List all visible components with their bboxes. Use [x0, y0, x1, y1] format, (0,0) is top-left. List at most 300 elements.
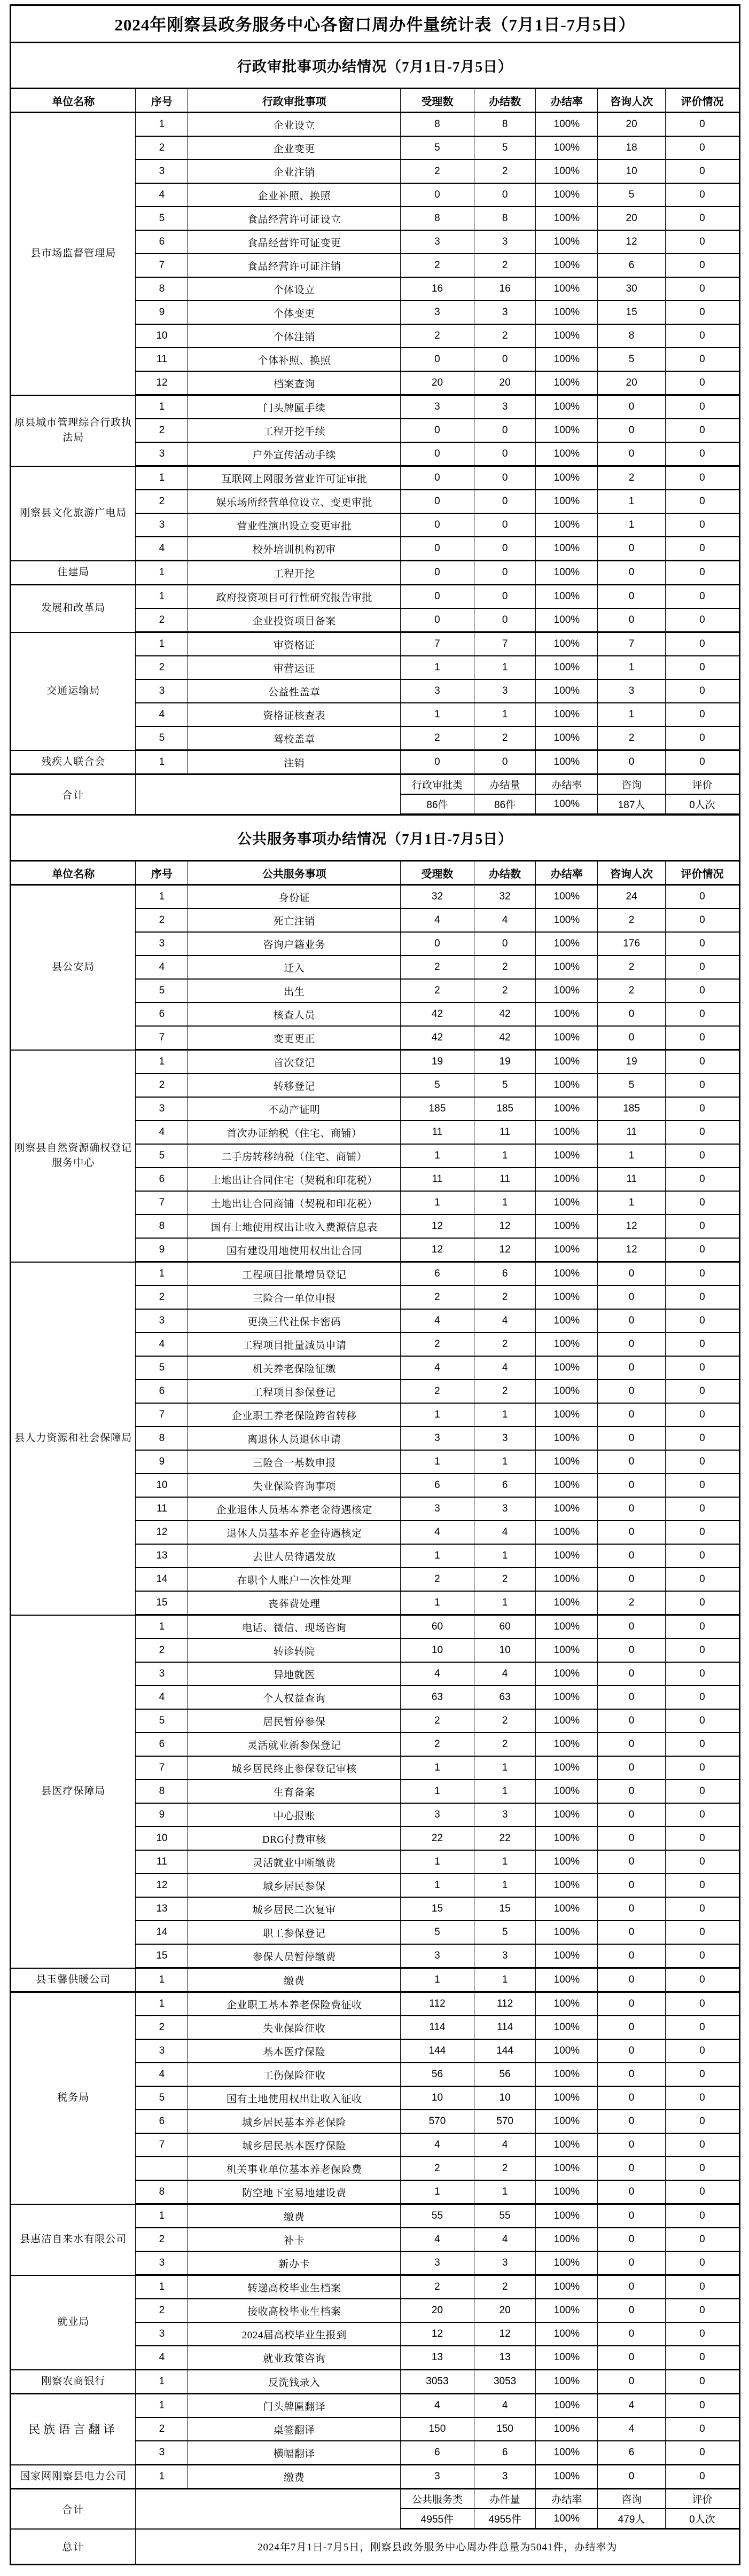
- value-cell: 100%: [536, 2039, 598, 2063]
- value-cell: 0: [474, 750, 536, 774]
- value-cell: 0: [401, 183, 474, 207]
- value-cell: 0: [665, 2417, 739, 2441]
- seq-cell: 1: [136, 585, 188, 609]
- item-cell: 死亡注销: [188, 909, 401, 932]
- total-value-cell: 0人次: [665, 794, 739, 815]
- value-cell: 100%: [536, 909, 598, 932]
- seq-cell: 6: [136, 1380, 188, 1403]
- value-cell: 55: [401, 2204, 474, 2228]
- value-cell: 42: [401, 1003, 474, 1026]
- value-cell: 0: [598, 2110, 666, 2133]
- seq-cell: 2: [136, 419, 188, 442]
- value-cell: 1: [401, 1874, 474, 1897]
- unit-cell: 住建局: [11, 561, 136, 585]
- value-cell: 3: [474, 301, 536, 324]
- value-cell: 2: [598, 979, 666, 1003]
- value-cell: 20: [401, 2299, 474, 2322]
- column-header: 行政审批事项: [188, 89, 401, 113]
- value-cell: 1: [598, 1191, 666, 1215]
- value-cell: 0: [474, 419, 536, 442]
- value-cell: 0: [665, 2228, 739, 2251]
- value-cell: 11: [401, 1168, 474, 1191]
- value-cell: 0: [598, 1921, 666, 1944]
- value-cell: 2: [401, 2275, 474, 2299]
- value-cell: 1: [401, 1544, 474, 1568]
- grand-total-label: 总计: [11, 2529, 136, 2564]
- value-cell: 0: [665, 979, 739, 1003]
- total-header-row: [11, 774, 739, 795]
- table-row: [11, 1968, 739, 1992]
- value-cell: 20: [598, 113, 666, 137]
- total-header-cell: 办结率: [536, 2489, 598, 2509]
- seq-cell: 9: [136, 301, 188, 324]
- value-cell: 2: [401, 1568, 474, 1591]
- value-cell: 8: [474, 113, 536, 137]
- value-cell: 13: [474, 2346, 536, 2370]
- value-cell: 0: [598, 1026, 666, 1050]
- value-cell: 7: [598, 632, 666, 656]
- value-cell: 0: [665, 2441, 739, 2465]
- item-cell: 更换三代社保卡密码: [188, 1309, 401, 1333]
- value-cell: 100%: [536, 1639, 598, 1662]
- value-cell: 0: [665, 2016, 739, 2039]
- value-cell: 2: [401, 979, 474, 1003]
- value-cell: 7: [474, 632, 536, 656]
- total-value-cell: 4955件: [401, 2509, 474, 2529]
- seq-cell: 2: [136, 1286, 188, 1309]
- seq-cell: 2: [136, 656, 188, 679]
- item-cell: 企业变更: [188, 136, 401, 160]
- value-cell: 6: [598, 2441, 666, 2465]
- value-cell: 2: [474, 2157, 536, 2180]
- value-cell: 3: [401, 1944, 474, 1968]
- value-cell: 20: [598, 207, 666, 230]
- value-cell: 20: [474, 2299, 536, 2322]
- seq-cell: 2: [136, 490, 188, 513]
- value-cell: 0: [665, 1709, 739, 1733]
- value-cell: 3: [474, 679, 536, 703]
- value-cell: 100%: [536, 1944, 598, 1968]
- unit-cell: 县公安局: [11, 885, 136, 1050]
- value-cell: 0: [598, 1450, 666, 1474]
- public-service-table: [11, 862, 739, 2564]
- seq-cell: 8: [136, 2180, 188, 2204]
- seq-cell: 12: [136, 1874, 188, 1897]
- seq-cell: 7: [136, 1026, 188, 1050]
- value-cell: 100%: [536, 1474, 598, 1497]
- value-cell: 100%: [536, 1003, 598, 1026]
- value-cell: 10: [474, 1639, 536, 1662]
- value-cell: 0: [665, 1191, 739, 1215]
- value-cell: 2: [598, 909, 666, 932]
- unit-cell: 交通运输局: [11, 632, 136, 750]
- column-header: 咨询人次: [598, 89, 666, 113]
- column-header: 单位名称: [11, 89, 136, 113]
- value-cell: 5: [598, 183, 666, 207]
- value-cell: 1: [401, 1403, 474, 1427]
- value-cell: 4: [474, 2228, 536, 2251]
- value-cell: 20: [474, 371, 536, 395]
- unit-cell: 原县城市管理综合行政执法局: [11, 395, 136, 466]
- value-cell: 0: [665, 2322, 739, 2346]
- table-row: [11, 2394, 739, 2418]
- column-header: 咨询人次: [598, 862, 666, 885]
- item-cell: 退休人员基本养老金待遇核定: [188, 1521, 401, 1544]
- value-cell: 100%: [536, 1756, 598, 1780]
- item-cell: 基本医疗保险: [188, 2039, 401, 2063]
- value-cell: 0: [665, 1897, 739, 1921]
- value-cell: 2: [474, 1286, 536, 1309]
- total-header-cell: 评价: [665, 774, 739, 795]
- item-cell: 身份证: [188, 885, 401, 909]
- value-cell: 0: [401, 608, 474, 632]
- unit-cell: 刚察县自然资源确权登记服务中心: [11, 1050, 136, 1262]
- seq-cell: 3: [136, 442, 188, 466]
- value-cell: 1: [474, 1403, 536, 1427]
- value-cell: 2: [401, 324, 474, 348]
- value-cell: 8: [474, 207, 536, 230]
- seq-cell: 2: [136, 909, 188, 932]
- value-cell: 0: [598, 2063, 666, 2086]
- seq-cell: 7: [136, 1191, 188, 1215]
- seq-cell: 9: [136, 1803, 188, 1827]
- value-cell: 12: [401, 1238, 474, 1262]
- seq-cell: 14: [136, 1921, 188, 1944]
- item-cell: 城乡居民基本养老保险: [188, 2110, 401, 2133]
- value-cell: 11: [401, 1121, 474, 1144]
- value-cell: 100%: [536, 703, 598, 726]
- value-cell: 144: [474, 2039, 536, 2063]
- value-cell: 0: [665, 1874, 739, 1897]
- value-cell: 0: [665, 2157, 739, 2180]
- total-label-cell: 合计: [11, 2489, 136, 2529]
- seq-cell: 2: [136, 2016, 188, 2039]
- value-cell: 0: [665, 956, 739, 979]
- item-cell: 核查人员: [188, 1003, 401, 1026]
- value-cell: 1: [474, 1191, 536, 1215]
- item-cell: 丧葬费处理: [188, 1591, 401, 1615]
- item-cell: 在职个人账户一次性处理: [188, 1568, 401, 1591]
- value-cell: 2: [401, 956, 474, 979]
- seq-cell: 2: [136, 2417, 188, 2441]
- item-cell: 转诊转院: [188, 1639, 401, 1662]
- value-cell: 55: [474, 2204, 536, 2228]
- value-cell: 100%: [536, 1591, 598, 1615]
- value-cell: 0: [474, 348, 536, 371]
- value-cell: 100%: [536, 348, 598, 371]
- value-cell: 0: [665, 750, 739, 774]
- value-cell: 0: [598, 537, 666, 561]
- seq-cell: 4: [136, 1121, 188, 1144]
- total-header-cell: 办结率: [536, 774, 598, 795]
- value-cell: 0: [598, 1333, 666, 1356]
- value-cell: 100%: [536, 885, 598, 909]
- value-cell: 100%: [536, 301, 598, 324]
- value-cell: 0: [474, 585, 536, 609]
- value-cell: 0: [598, 1639, 666, 1662]
- item-cell: 企业职工基本养老保险费征收: [188, 1992, 401, 2016]
- value-cell: 100%: [536, 679, 598, 703]
- value-cell: 100%: [536, 1615, 598, 1639]
- value-cell: 0: [598, 1827, 666, 1850]
- value-cell: 100%: [536, 324, 598, 348]
- seq-cell: 3: [136, 2322, 188, 2346]
- value-cell: 0: [665, 2465, 739, 2489]
- value-cell: 22: [474, 1827, 536, 1850]
- item-cell: 电话、微信、现场咨询: [188, 1615, 401, 1639]
- seq-cell: 2: [136, 608, 188, 632]
- value-cell: 16: [474, 277, 536, 301]
- seq-cell: 1: [136, 561, 188, 585]
- value-cell: 0: [665, 1827, 739, 1850]
- value-cell: 100%: [536, 956, 598, 979]
- value-cell: 185: [474, 1097, 536, 1121]
- value-cell: 0: [598, 561, 666, 585]
- item-cell: 2024届高校毕业生报到: [188, 2322, 401, 2346]
- value-cell: 2: [474, 1380, 536, 1403]
- value-cell: 0: [665, 513, 739, 537]
- value-cell: 0: [401, 490, 474, 513]
- value-cell: 100%: [536, 1803, 598, 1827]
- value-cell: 2: [401, 254, 474, 277]
- value-cell: 8: [401, 207, 474, 230]
- seq-cell: 11: [136, 1497, 188, 1521]
- value-cell: 0: [665, 1686, 739, 1709]
- table-row: [11, 561, 739, 585]
- seq-cell: 4: [136, 703, 188, 726]
- value-cell: 0: [665, 1121, 739, 1144]
- seq-cell: 8: [136, 277, 188, 301]
- value-cell: 4: [474, 2394, 536, 2418]
- value-cell: 12: [598, 1238, 666, 1262]
- total-value-cell: 479人: [598, 2509, 666, 2529]
- column-header: 评价情况: [665, 862, 739, 885]
- value-cell: 0: [665, 1003, 739, 1026]
- value-cell: 0: [665, 1992, 739, 2016]
- value-cell: 5: [598, 348, 666, 371]
- value-cell: 0: [665, 2299, 739, 2322]
- value-cell: 100%: [536, 2299, 598, 2322]
- value-cell: 1: [401, 1591, 474, 1615]
- column-header: 受理数: [401, 89, 474, 113]
- value-cell: 0: [598, 442, 666, 466]
- value-cell: 3: [401, 1803, 474, 1827]
- value-cell: 0: [598, 2180, 666, 2204]
- total-header-cell: 咨询: [598, 2489, 666, 2509]
- value-cell: 0: [665, 2370, 739, 2394]
- value-cell: 100%: [536, 1121, 598, 1144]
- item-cell: 生育备案: [188, 1780, 401, 1803]
- value-cell: 0: [665, 1097, 739, 1121]
- value-cell: 0: [665, 490, 739, 513]
- value-cell: 12: [598, 230, 666, 254]
- value-cell: 0: [665, 1050, 739, 1074]
- value-cell: 6: [598, 254, 666, 277]
- value-cell: 5: [401, 1074, 474, 1097]
- value-cell: 1: [598, 656, 666, 679]
- unit-cell: 国家网刚察县电力公司: [11, 2465, 136, 2489]
- item-cell: 门头牌匾手续: [188, 395, 401, 419]
- seq-cell: 10: [136, 1474, 188, 1497]
- value-cell: 19: [474, 1050, 536, 1074]
- seq-cell: 1: [136, 395, 188, 419]
- value-cell: 100%: [536, 1686, 598, 1709]
- item-cell: 二手房转移纳税（住宅、商铺）: [188, 1144, 401, 1168]
- value-cell: 4: [474, 1356, 536, 1380]
- value-cell: 0: [598, 1356, 666, 1380]
- value-cell: 0: [665, 1026, 739, 1050]
- value-cell: 100%: [536, 2110, 598, 2133]
- seq-cell: 3: [136, 1309, 188, 1333]
- item-cell: 工程开挖手续: [188, 419, 401, 442]
- item-cell: 三险合一基数申报: [188, 1450, 401, 1474]
- value-cell: 0: [665, 2180, 739, 2204]
- item-cell: 机关事业单位基本养老保险费: [188, 2157, 401, 2180]
- value-cell: 100%: [536, 466, 598, 490]
- value-cell: 0: [665, 2275, 739, 2299]
- value-cell: 0: [665, 160, 739, 183]
- seq-cell: 3: [136, 679, 188, 703]
- value-cell: 0: [598, 1662, 666, 1686]
- value-cell: 0: [665, 277, 739, 301]
- value-cell: 2: [474, 2275, 536, 2299]
- value-cell: 0: [598, 1521, 666, 1544]
- value-cell: 100%: [536, 442, 598, 466]
- value-cell: 5: [474, 136, 536, 160]
- value-cell: 0: [598, 2039, 666, 2063]
- value-cell: 1: [401, 1850, 474, 1874]
- value-cell: 114: [401, 2016, 474, 2039]
- value-cell: 4: [401, 2133, 474, 2157]
- value-cell: 1: [474, 1780, 536, 1803]
- value-cell: 13: [401, 2346, 474, 2370]
- value-cell: 0: [401, 561, 474, 585]
- total-value-cell: 4955件: [474, 2509, 536, 2529]
- seq-cell: 1: [136, 1615, 188, 1639]
- item-cell: 迁入: [188, 956, 401, 979]
- seq-cell: 1: [136, 1968, 188, 1992]
- value-cell: 0: [665, 183, 739, 207]
- total-header-cell: 办件量: [474, 2489, 536, 2509]
- value-cell: 10: [474, 2086, 536, 2110]
- value-cell: 0: [665, 632, 739, 656]
- item-cell: 工程项目批量增员登记: [188, 1262, 401, 1286]
- value-cell: 1: [474, 2180, 536, 2204]
- total-value-cell: 86件: [401, 794, 474, 815]
- value-cell: 0: [665, 1497, 739, 1521]
- item-cell: 离退休人员退休申请: [188, 1427, 401, 1450]
- value-cell: 0: [598, 2251, 666, 2275]
- item-cell: 档案查询: [188, 371, 401, 395]
- seq-cell: 2: [136, 136, 188, 160]
- value-cell: 100%: [536, 1097, 598, 1121]
- item-cell: 去世人员待遇发放: [188, 1544, 401, 1568]
- unit-cell: 残疾人联合会: [11, 750, 136, 774]
- value-cell: 2: [401, 2157, 474, 2180]
- item-cell: DRG付费审核: [188, 1827, 401, 1850]
- item-cell: 灵活就业中断缴费: [188, 1850, 401, 1874]
- grand-total-text: 2024年7月1日-7月5日，刚察县政务服务中心周办件总量为5041件，办结率为: [258, 2542, 618, 2554]
- value-cell: 0: [665, 1591, 739, 1615]
- seq-cell: 8: [136, 1427, 188, 1450]
- table-row: [11, 466, 739, 490]
- value-cell: 2: [474, 1333, 536, 1356]
- value-cell: 3: [474, 2251, 536, 2275]
- value-cell: 100%: [536, 1921, 598, 1944]
- column-header: 评价情况: [665, 89, 739, 113]
- seq-cell: 8: [136, 1780, 188, 1803]
- item-cell: 不动产证明: [188, 1097, 401, 1121]
- value-cell: 100%: [536, 2063, 598, 2086]
- unit-cell: 县医疗保障局: [11, 1615, 136, 1968]
- value-cell: 0: [665, 2039, 739, 2063]
- item-cell: 个体设立: [188, 277, 401, 301]
- value-cell: 100%: [536, 1850, 598, 1874]
- item-cell: 居民暂停参保: [188, 1709, 401, 1733]
- value-cell: 5: [401, 1921, 474, 1944]
- item-cell: 企业注销: [188, 160, 401, 183]
- seq-cell: 8: [136, 1215, 188, 1238]
- seq-cell: 11: [136, 1850, 188, 1874]
- seq-cell: 1: [136, 2465, 188, 2489]
- value-cell: 3053: [401, 2370, 474, 2394]
- value-cell: 3: [474, 2465, 536, 2489]
- value-cell: 2: [474, 1568, 536, 1591]
- value-cell: 100%: [536, 608, 598, 632]
- value-cell: 100%: [536, 979, 598, 1003]
- total-header-row: [11, 2489, 739, 2509]
- value-cell: 4: [401, 909, 474, 932]
- value-cell: 6: [474, 1262, 536, 1286]
- value-cell: 100%: [536, 2394, 598, 2418]
- value-cell: 100%: [536, 1215, 598, 1238]
- value-cell: 0: [598, 2370, 666, 2394]
- value-cell: 0: [665, 230, 739, 254]
- value-cell: 100%: [536, 561, 598, 585]
- value-cell: 0: [665, 1450, 739, 1474]
- seq-cell: 15: [136, 1944, 188, 1968]
- item-cell: 转移登记: [188, 1074, 401, 1097]
- value-cell: 19: [598, 1050, 666, 1074]
- value-cell: 2: [474, 324, 536, 348]
- value-cell: 1: [401, 1756, 474, 1780]
- grand-total-row: [11, 2529, 739, 2564]
- value-cell: 100%: [536, 1521, 598, 1544]
- value-cell: 100%: [536, 1309, 598, 1333]
- seq-cell: 6: [136, 1733, 188, 1756]
- value-cell: 0: [665, 113, 739, 137]
- item-cell: 城乡居民终止参保登记审核: [188, 1756, 401, 1780]
- value-cell: 1: [474, 1968, 536, 1992]
- value-cell: 56: [474, 2063, 536, 2086]
- seq-cell: 3: [136, 2039, 188, 2063]
- item-cell: 失业保险咨询事项: [188, 1474, 401, 1497]
- value-cell: 0: [665, 1333, 739, 1356]
- value-cell: 0: [598, 1309, 666, 1333]
- value-cell: 4: [401, 2394, 474, 2418]
- item-cell: 资格证核查表: [188, 703, 401, 726]
- value-cell: 100%: [536, 2180, 598, 2204]
- value-cell: 0: [598, 2086, 666, 2110]
- value-cell: 100%: [536, 277, 598, 301]
- value-cell: 100%: [536, 1050, 598, 1074]
- value-cell: 0: [665, 1238, 739, 1262]
- value-cell: 176: [598, 932, 666, 956]
- item-cell: 食品经营许可证变更: [188, 230, 401, 254]
- total-header-cell: 行政审批类: [401, 774, 474, 795]
- value-cell: 3: [401, 679, 474, 703]
- item-cell: 企业退休人员基本养老金待遇核定: [188, 1497, 401, 1521]
